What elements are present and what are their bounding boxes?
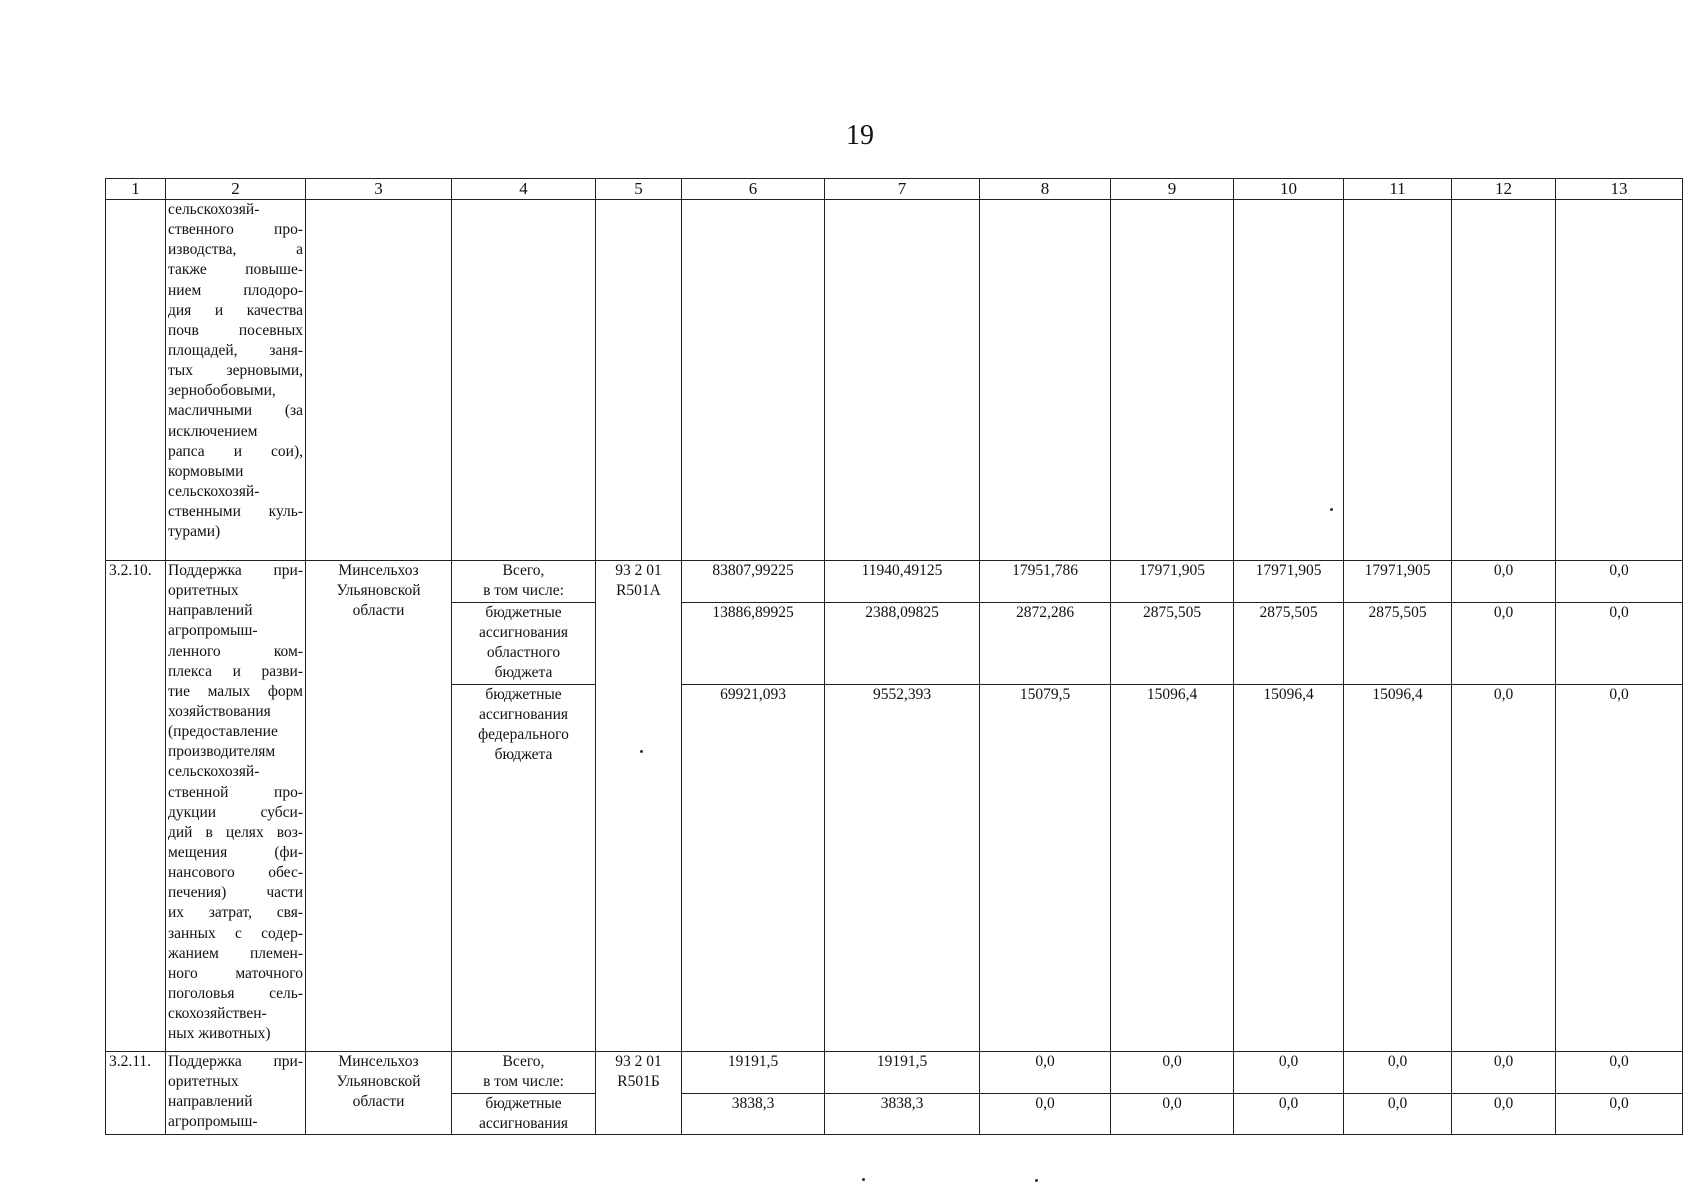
column-header: 4 xyxy=(452,179,596,200)
column-header: 1 xyxy=(106,179,166,200)
value-cell: 69921,093 xyxy=(682,685,825,1052)
value-cell: 15096,4 xyxy=(1234,685,1344,1052)
column-header: 6 xyxy=(682,179,825,200)
item-description: Поддержка при- оритетных направлений агропромыш- ленного ком- плекса и разви- тие малых форм хозяйствования (предоставление производителям сельскохозяй- ственной про- дукции субси- дий в целях воз- мещения (фи- нансового обес- печения) части их затрат, свя- занных с содер- жанием племен- ного маточного поголовья сель- скохозяйствен- ных животных) xyxy=(166,561,306,1052)
column-header: 7 xyxy=(825,179,980,200)
column-header: 9 xyxy=(1111,179,1234,200)
program-funding-table xyxy=(105,178,1683,1135)
value-cell: 15096,4 xyxy=(1344,685,1452,1052)
scan-speck xyxy=(640,750,643,753)
funding-source: бюджетные ассигнования областного бюджета xyxy=(452,603,596,685)
page-number: 19 xyxy=(846,120,874,151)
item-number: 3.2.11. xyxy=(106,1052,166,1135)
value-cell: 0,0 xyxy=(980,1094,1111,1135)
value-cell: 0,0 xyxy=(1556,685,1683,1052)
value-cell: 2875,505 xyxy=(1344,603,1452,685)
column-header: 3 xyxy=(306,179,452,200)
value-cell: 0,0 xyxy=(1111,1094,1234,1135)
value-cell: 17971,905 xyxy=(1111,561,1234,603)
value-cell: 0,0 xyxy=(1452,561,1556,603)
item-code: 93 2 01 R501Б xyxy=(596,1052,682,1135)
value-cell: 19191,5 xyxy=(825,1052,980,1094)
column-header: 2 xyxy=(166,179,306,200)
scan-speck xyxy=(1330,508,1333,511)
value-cell: 2872,286 xyxy=(980,603,1111,685)
funding-source: Всего, в том числе: xyxy=(452,561,596,603)
value-cell: 0,0 xyxy=(1556,603,1683,685)
scan-speck xyxy=(862,1178,865,1181)
value-cell: 11940,49125 xyxy=(825,561,980,603)
value-cell: 2875,505 xyxy=(1234,603,1344,685)
column-header: 11 xyxy=(1344,179,1452,200)
value-cell: 0,0 xyxy=(1556,1052,1683,1094)
value-cell: 0,0 xyxy=(1452,685,1556,1052)
funding-source: бюджетные ассигнования xyxy=(452,1094,596,1135)
item-number: 3.2.10. xyxy=(106,561,166,1052)
value-cell: 3838,3 xyxy=(825,1094,980,1135)
value-cell: 0,0 xyxy=(980,1052,1111,1094)
value-cell: 0,0 xyxy=(1111,1052,1234,1094)
value-cell: 13886,89925 xyxy=(682,603,825,685)
column-header: 8 xyxy=(980,179,1111,200)
value-cell: 15079,5 xyxy=(980,685,1111,1052)
value-cell: 2875,505 xyxy=(1111,603,1234,685)
column-header: 5 xyxy=(596,179,682,200)
value-cell: 2388,09825 xyxy=(825,603,980,685)
column-number-row xyxy=(106,179,1683,200)
value-cell: 0,0 xyxy=(1234,1052,1344,1094)
value-cell: 0,0 xyxy=(1452,603,1556,685)
value-cell: 0,0 xyxy=(1556,1094,1683,1135)
value-cell: 3838,3 xyxy=(682,1094,825,1135)
column-header: 13 xyxy=(1556,179,1683,200)
funding-source: бюджетные ассигнования федерального бюджета xyxy=(452,685,596,1052)
scan-speck xyxy=(1035,1179,1038,1182)
value-cell: 17971,905 xyxy=(1234,561,1344,603)
value-cell: 17971,905 xyxy=(1344,561,1452,603)
column-header: 10 xyxy=(1234,179,1344,200)
continuation-description: сельскохозяй- ственного про- изводства, а также повыше- нием плодоро- дия и качества почв посевных площадей, заня- тых зерновыми, зернобобовыми, масличными (за исключением рапса и сои), кормовыми сельскохозяй- ственными куль- турами) xyxy=(166,200,306,561)
table-row xyxy=(106,1052,1683,1094)
value-cell: 19191,5 xyxy=(682,1052,825,1094)
value-cell: 0,0 xyxy=(1556,561,1683,603)
value-cell: 0,0 xyxy=(1452,1052,1556,1094)
table-row xyxy=(106,561,1683,603)
continuation-row xyxy=(106,200,1683,561)
funding-source: Всего, в том числе: xyxy=(452,1052,596,1094)
value-cell: 83807,99225 xyxy=(682,561,825,603)
value-cell: 0,0 xyxy=(1344,1094,1452,1135)
item-executor: Минсельхоз Ульяновской области xyxy=(306,1052,452,1135)
item-executor: Минсельхоз Ульяновской области xyxy=(306,561,452,1052)
item-description: Поддержка при- оритетных направлений агропромыш- xyxy=(166,1052,306,1135)
value-cell: 0,0 xyxy=(1344,1052,1452,1094)
column-header: 12 xyxy=(1452,179,1556,200)
value-cell: 15096,4 xyxy=(1111,685,1234,1052)
value-cell: 0,0 xyxy=(1452,1094,1556,1135)
value-cell: 9552,393 xyxy=(825,685,980,1052)
value-cell: 0,0 xyxy=(1234,1094,1344,1135)
item-code: 93 2 01 R501А xyxy=(596,561,682,1052)
value-cell: 17951,786 xyxy=(980,561,1111,603)
